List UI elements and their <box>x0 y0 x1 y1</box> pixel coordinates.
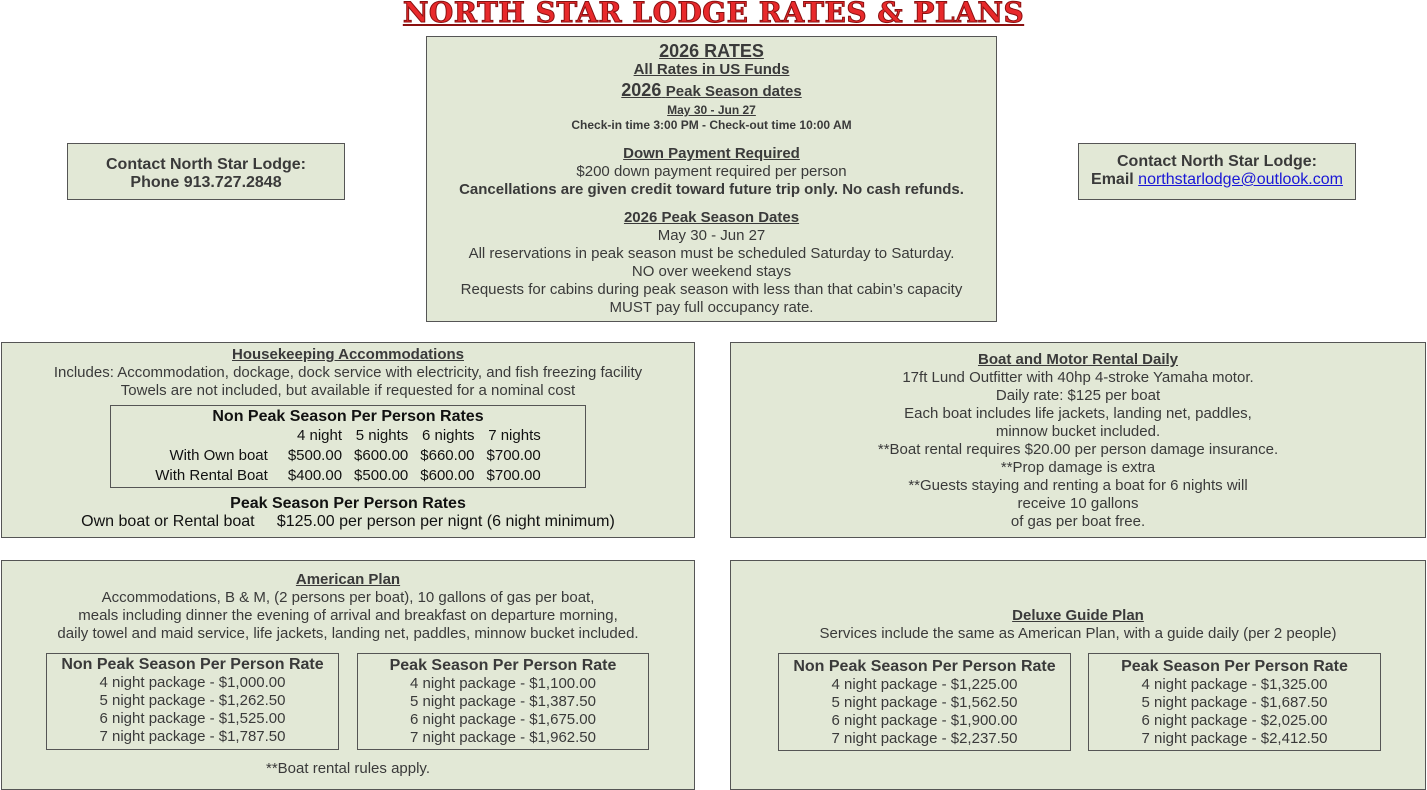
package-rate: 5 night package - $1,387.50 <box>410 693 596 710</box>
package-rate: 4 night package - $1,000.00 <box>99 674 286 691</box>
rate-cell: $500.00 <box>287 447 343 464</box>
row-label: With Rental Boat <box>155 467 268 484</box>
peak-rates-value: $125.00 per person per nignt (6 night minimum) <box>276 513 615 530</box>
package-rate: 5 night package - $1,562.50 <box>831 694 1018 711</box>
deluxe-peak-box <box>1088 653 1381 751</box>
housekeeping-includes: Includes: Accommodation, dockage, dock service with electricity, and fish freezing facility <box>53 364 643 381</box>
peak-season-rule-3: Requests for cabins during peak season with less than that cabin’s capacity <box>460 281 963 298</box>
deluxe-plan-services: Services include the same as American Plan, with a guide daily (per 2 people) <box>819 625 1337 642</box>
housekeeping-towels: Towels are not included, but available if requested for a nominal cost <box>120 382 576 399</box>
non-peak-rates-table-box <box>110 405 586 488</box>
rate-cell: $700.00 <box>486 447 541 464</box>
package-rate: 4 night package - $1,100.00 <box>410 675 596 692</box>
peak-rates-section <box>2 495 694 531</box>
boat-rental-line: Each boat includes life jackets, landing net, paddles, <box>904 405 1252 422</box>
column-header: 6 nights <box>421 427 475 444</box>
rates-info-box <box>426 36 997 322</box>
peak-rates-title: Peak Season Per Person Rates <box>230 495 466 512</box>
package-rate: 4 night package - $1,325.00 <box>1141 676 1328 693</box>
rates-year-heading: 2026 RATES <box>659 41 764 61</box>
table-header-row <box>149 426 547 446</box>
page-title: NORTH STAR LODGE RATES & PLANS <box>402 0 1025 29</box>
check-times: Check-in time 3:00 PM - Check-out time 10:00 AM <box>571 118 852 132</box>
american-peak-box <box>357 653 649 750</box>
peak-label: Peak Season dates <box>665 83 802 100</box>
peak-rates-label: Own boat or Rental boat <box>81 513 255 530</box>
column-header: 7 nights <box>488 427 541 444</box>
contact-email-row <box>1079 171 1355 189</box>
package-rate: 6 night package - $1,525.00 <box>99 710 286 727</box>
package-rate: 7 night package - $1,787.50 <box>99 728 286 745</box>
table-row <box>149 466 547 486</box>
rates-funds-note: All Rates in US Funds <box>633 61 790 78</box>
boat-rental-line: **Guests staying and renting a boat for 6 nights will <box>908 477 1248 494</box>
rate-cell: $600.00 <box>420 467 475 484</box>
column-header: 4 night <box>297 427 343 444</box>
email-prefix: Email <box>1091 171 1134 188</box>
column-header: 5 nights <box>355 427 409 444</box>
peak-season-rule-1: All reservations in peak season must be scheduled Saturday to Saturday. <box>468 245 955 262</box>
peak-season-rule-2: NO over weekend stays <box>631 263 792 280</box>
deluxe-peak-title: Peak Season Per Person Rate <box>1121 658 1348 675</box>
down-payment-text: $200 down payment required per person <box>576 163 847 180</box>
deluxe-non-peak-title: Non Peak Season Per Person Rate <box>793 658 1056 675</box>
american-plan-line: meals including dinner the evening of arrival and breakfast on departure morning, <box>78 607 618 624</box>
email-link[interactable]: northstarlodge@outlook.com <box>1138 171 1343 188</box>
rate-cell: $660.00 <box>420 447 475 464</box>
rate-cell: $700.00 <box>486 467 541 484</box>
row-label: With Own boat <box>169 447 268 464</box>
package-rate: 7 night package - $2,237.50 <box>831 730 1018 747</box>
cancellation-policy: Cancellations are given credit toward future trip only. No cash refunds. <box>459 181 964 198</box>
contact-email-box <box>1078 143 1356 200</box>
boat-rental-heading: Boat and Motor Rental Daily <box>977 351 1179 368</box>
peak-season-dates-heading <box>427 79 996 103</box>
non-peak-table-title: Non Peak Season Per Person Rates <box>212 408 484 425</box>
american-plan-line: daily towel and maid service, life jackets, landing net, paddles, minnow bucket included. <box>57 625 639 642</box>
down-payment-heading: Down Payment Required <box>623 145 800 162</box>
boat-rental-line: Daily rate: $125 per boat <box>995 387 1161 404</box>
package-rate: 4 night package - $1,225.00 <box>831 676 1018 693</box>
contact-phone-box <box>67 143 345 200</box>
american-plan-heading: American Plan <box>295 571 401 588</box>
contact-phone-label: Contact North Star Lodge: <box>106 156 306 173</box>
contact-phone-number: Phone 913.727.2848 <box>130 174 282 191</box>
contact-email-label: Contact North Star Lodge: <box>1117 153 1317 170</box>
american-plan-box <box>1 560 695 790</box>
boat-rental-line: of gas per boat free. <box>1010 513 1146 530</box>
package-rate: 6 night package - $2,025.00 <box>1141 712 1328 729</box>
non-peak-rates-table <box>149 426 547 486</box>
peak-season-rule-4: MUST pay full occupancy rate. <box>609 299 814 316</box>
boat-rental-line: **Prop damage is extra <box>1000 459 1156 476</box>
package-rate: 5 night package - $1,687.50 <box>1141 694 1328 711</box>
housekeeping-heading: Housekeeping Accommodations <box>232 346 464 363</box>
peak-season-heading: 2026 Peak Season Dates <box>623 209 800 226</box>
boat-rental-box <box>730 342 1426 538</box>
deluxe-plan-heading: Deluxe Guide Plan <box>1012 607 1144 624</box>
boat-rental-line: receive 10 gallons <box>1017 495 1139 512</box>
deluxe-non-peak-box <box>778 653 1071 751</box>
rate-cell: $400.00 <box>287 467 343 484</box>
peak-year: 2026 <box>621 80 662 100</box>
table-row <box>149 446 547 466</box>
package-rate: 5 night package - $1,262.50 <box>99 692 286 709</box>
table-corner <box>149 426 282 446</box>
package-rate: 7 night package - $2,412.50 <box>1141 730 1328 747</box>
american-plan-note: **Boat rental rules apply. <box>266 760 430 777</box>
rate-cell: $600.00 <box>354 447 409 464</box>
american-non-peak-box <box>46 653 339 750</box>
peak-season-dates: May 30 - Jun 27 <box>657 227 766 244</box>
boat-rental-line: 17ft Lund Outfitter with 40hp 4-stroke Yamaha motor. <box>902 369 1254 386</box>
american-peak-title: Peak Season Per Person Rate <box>389 657 617 674</box>
boat-rental-line: minnow bucket included. <box>995 423 1161 440</box>
rate-cell: $500.00 <box>354 467 409 484</box>
package-rate: 6 night package - $1,900.00 <box>831 712 1018 729</box>
peak-rates-row <box>2 513 694 531</box>
package-rate: 7 night package - $1,962.50 <box>410 729 596 746</box>
peak-range: May 30 - Jun 27 <box>667 103 756 117</box>
housekeeping-box <box>1 342 695 538</box>
american-non-peak-title: Non Peak Season Per Person Rate <box>61 656 324 673</box>
boat-rental-line: **Boat rental requires $20.00 per person damage insurance. <box>877 441 1279 458</box>
american-plan-line: Accommodations, B & M, (2 persons per boat), 10 gallons of gas per boat, <box>101 589 595 606</box>
package-rate: 6 night package - $1,675.00 <box>410 711 596 728</box>
deluxe-plan-box <box>730 560 1426 790</box>
